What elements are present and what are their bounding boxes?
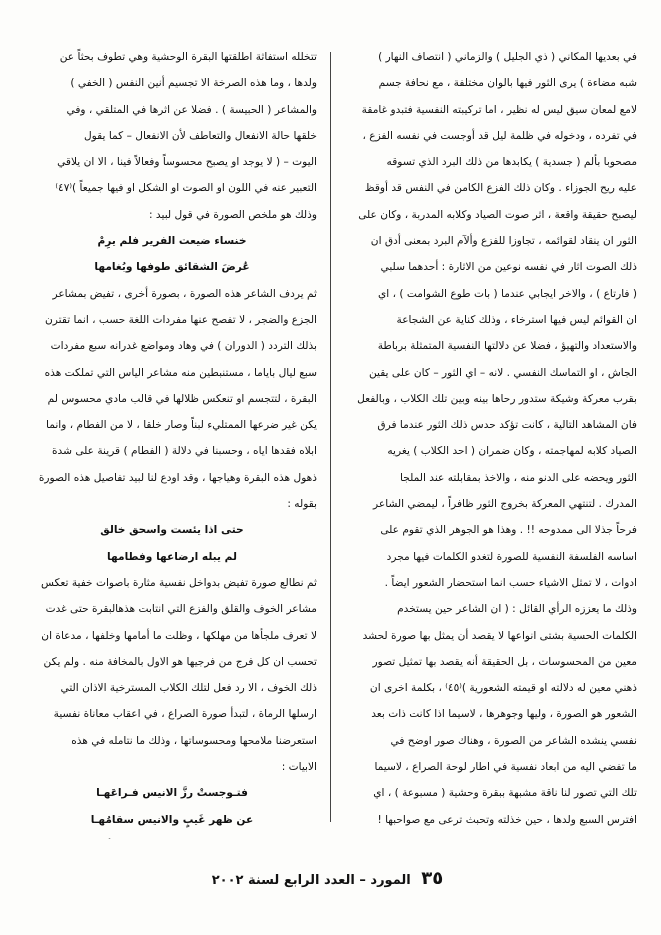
text-line: لا تعرف ملجأها من مهلكها ، وظلت ما أمامها وخلفها ، مدعاة ان (41, 629, 317, 642)
text-line: ما تفضي اليه من ابعاد نفسية في اطار لوحة الصراع ، لاسيما (374, 761, 637, 774)
text-line: في بعديها المكاني ( ذي الجليل ) والزماني ( انتصاف النهار ) (378, 51, 637, 63)
text-line: عليه ريح الجوزاء . وكان ذلك الفزع الكامن في النفس قد أوقظ (364, 182, 637, 195)
text-line: استعرضنا ملامحها ومحسوساتها ، وذلك ما نتامله في هذه (71, 734, 317, 747)
text-line: في تفرده ، ودخوله في ظلمة ليل قد أوجست في نفسه الفزع ، (362, 129, 637, 142)
text-line: نفسي ينشده الشاعر من الصورة ، وهناك صور اوضح في (390, 734, 637, 747)
text-line: الشعور هو الصورة ، وليها وجوهرها ، لاسيما اذا كانت ذات بعد (371, 708, 637, 721)
text-line: اساسه الفلسفة النفسية للصورة لتغدو الكلمات فيها مجرد (386, 550, 637, 563)
text-line: ادوات ، لا تمثل الاشياء حسب انما استحضار الشعور ايضاً . (384, 576, 637, 589)
text-line: مشاعر الخوف والقلق والفزع التي انتابت هذهالبقرة حتى غدت (45, 603, 317, 616)
text-line: ( فارتاع ) ، والاخر ايجابي عندما ( بات طوع الشوامت ) ، اي (378, 287, 637, 300)
poem-verse: خنساء ضيعت الفرير فلم يرِمْ (97, 235, 247, 248)
text-line: بقوله : (287, 498, 317, 511)
text-line: شبه مضاءة ) يرى الثور فيها بالوان مختلفة ، مع نحافة جسم (378, 77, 637, 90)
text-line: معين من المحسوسات ، بل الحقيقة أنه يقصد بها تمثيل تصور (372, 655, 637, 668)
text-line: سبع ليال باياما ، مستنبطين منه مشاعر الياس التي تملكت هذه (44, 366, 317, 379)
text-line: والاستعداد والتهيؤ ، فضلا عن دلالتها النفسية المتمثلة برباطة (377, 340, 637, 353)
text-line: المدرك . لتنتهي المعركة بخروج الثور ظافراً ، ليمضي الشاعر (373, 498, 637, 511)
text-line: التعبير عنه في اللون او الصوت او الشكل او فيها جميعاً )⁽٤٧⁾ (55, 182, 317, 195)
poem-verse: حتى اذا يئست واسحق خالق (100, 524, 244, 537)
poem-verse: عن ظهر غَيبٍ والانيس سقامُهـا (90, 813, 254, 826)
text-line: ابلاه فقدها اياه ، وحسبنا في دلالة ( الفطام ) قرينة على شدة (51, 445, 317, 458)
text-line: تتخلله استفاثة اطلقتها البقرة الوحشية وهي تطوف بحثاً عن (59, 51, 317, 63)
right-text-column (347, 44, 637, 839)
text-line: ارسلها الرماة ، لتبدأ صورة الصراع ، في اعقاب معاناة نفسية (53, 708, 317, 721)
text-line: الجزع والضجر ، لا تفصح عنها مفردات اللغة حسب ، انما تقترن (45, 313, 317, 326)
text-line: ولدها ، وما هذه الصرخة الا تجسيم أنين النفس ( الخفي ) (70, 77, 317, 90)
text-line: اليوت – ( لا يوجد او يصبح محسوساً وفعالاً فينا ، الا ان يلاقي (57, 156, 317, 169)
text-line: بذلك التردد ( الدوران ) في وهاد ومواضع غدرانه سبع مفردات (50, 340, 317, 353)
text-line: وذلك ما يعززه الرأي القائل : ( ان الشاعر حين يستخدم (397, 603, 637, 616)
text-line: الصياد كلابه لمهاجمته ، وكان ضمران ( احد الكلاب ) يغريه (387, 445, 637, 458)
text-line: خلقها حالة الانفعال والتعاطف لأن الانفعال – كما يقول (83, 129, 317, 142)
text-line: الجاش ، او التماسك النفسي . لانه – اي الثور – كان على يقين (368, 366, 637, 379)
page-number: ٣٥ (421, 868, 444, 889)
text-line: فرحاً جذلا الى ممدوحه !! . وهذا هو الجوهر الذي تقوم على (380, 524, 637, 537)
text-line: ذلك الخوف ، الا رد فعل لتلك الكلاب المسترخية الاذان التي (60, 682, 317, 695)
poem-verse: فتـوجستْ رزَّ الانيس فـراعَهـا (96, 787, 248, 800)
text-line: ثم يردف الشاعر هذه الصورة ، بصورة أخرى ، تفيض بمشاعر (52, 287, 317, 300)
poem-verse: لم يبله ارضاعها وفطامها (107, 550, 237, 563)
text-line: تلك التي تصور لنا ناقة مشبهة ببقرة وحشية ( مسبوعة ) ، اي (373, 787, 637, 800)
text-line: ليصبح حقيقة واقعة ، اثر صوت الصياد وكلابه المدربة ، وكان على (358, 208, 637, 221)
text-line: ذلك الصوت اثار في نفسه نوعين من الاثارة : أحدهما سلبي (380, 261, 637, 274)
text-line: الثور ويحضه على الدنو منه ، والاخذ بمقابلته عند الملجا (400, 471, 637, 484)
text-line: ثم نطالع صورة تفيض بدواخل نفسية مثارة باصوات خفية تعكس (41, 576, 317, 589)
column-divider (330, 52, 331, 822)
text-line: لامع لمعان سيق ليس له نظير ، اما تركيبته النفسية فتبدو غامقة (361, 103, 637, 116)
text-line: الابيات : (281, 761, 317, 774)
text-line: البقرة ، لتتجسم او تنعكس ظلالها في قالب مادي محسوس لم (47, 392, 317, 405)
text-line: ان القوائم ليس فيها استرخاء ، وذلك كناية عن الشجاعة (396, 313, 637, 326)
journal-issue: المورد – العدد الرابع لسنة ٢٠٠٢ (211, 873, 411, 888)
text-line: الثور ان ينقاد لقوائمه ، تجاوزا للفزع وألآم البرد بمعنى أدق ان (370, 235, 637, 248)
text-line: وذلك هو ملخص الصورة في قول لبيد : (149, 208, 317, 221)
poem-verse: عُرضَ الشقائق طوفها وبُغامها (94, 261, 250, 274)
text-line: بقرب معركة وشيكة ستدور رحاها بينه وبين تلك الكلاب ، وبالفعل (357, 392, 637, 405)
page-footer (0, 868, 661, 889)
text-line: افترس السبع ولدها ، حين خذلته وتحبث ترعى مع صواحبها ! (377, 813, 637, 826)
text-line: يكن غير ضرعها الممتليء لبناً وصار خلقا ، لا من الفطام ، وانما (46, 419, 317, 432)
text-line: الكلمات الحسية بشتى انواعها لا يقصد أن يمثل بها صورة لحشد (362, 629, 637, 642)
text-line: والمشاعر ( الحبيسة ) . فضلا عن اثرها في المتلقي ، وفي (66, 103, 317, 116)
text-line: فان المشاهد التالية ، كانت تؤكد حدس ذلك الثور عندما فرق (377, 419, 637, 432)
text-line: مصحوبا بألم ( جسدية ) يكابدها من ذلك البرد الذي تسوقه (386, 156, 637, 169)
text-line: ذهول هذه البقرة وهياجها ، وقد اودع لنا لبيد تفاصيل هذه الصورة (38, 471, 317, 484)
text-line: ذهني معين له دلالته او قيمته الشعورية )⁽٤٥⁾ ، بكلمة اخرى ان (369, 682, 637, 695)
poem-verse (27, 833, 317, 839)
left-text-column (27, 44, 317, 839)
text-line: تحسب ان كل فرج من فرجيها هو الاول بالمخافة منه . ولم يكن (43, 655, 317, 668)
text-line (347, 833, 637, 839)
